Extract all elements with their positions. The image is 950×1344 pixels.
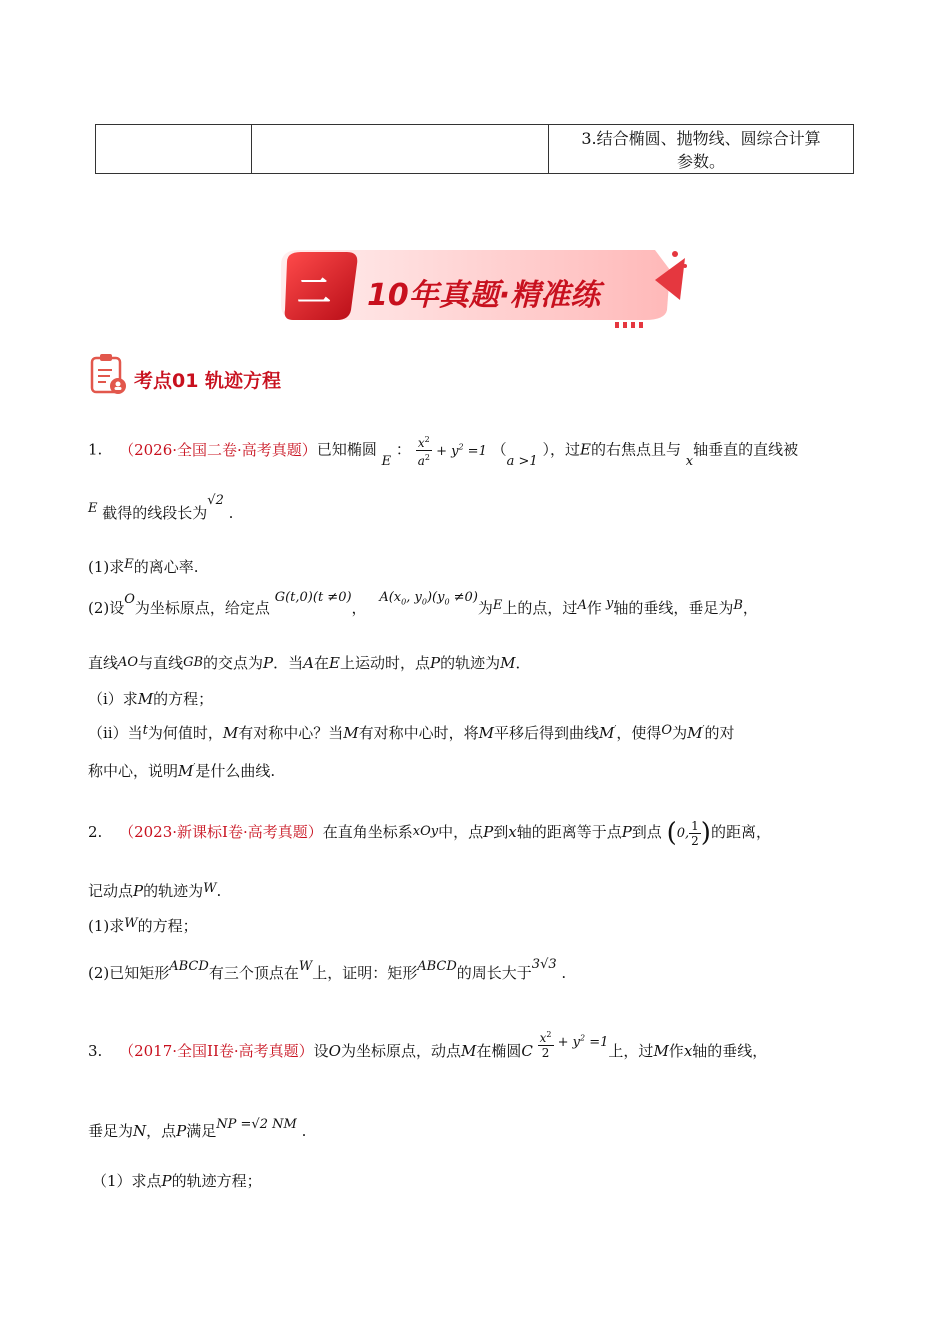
q3-text: 上，过 — [608, 1042, 654, 1060]
q1-text: 为何值时， — [147, 724, 223, 742]
q1-text: 为 — [477, 599, 493, 617]
q1-text: 是什么曲线. — [195, 762, 276, 780]
q1-text: ， — [351, 599, 367, 617]
cell-text: 3.结合椭圆、抛物线、圆综合计算 — [581, 129, 821, 148]
q3-part1: （1）求点P的轨迹方程； — [92, 1172, 262, 1190]
table-cell — [549, 127, 853, 173]
q1-text: (2)设 — [88, 599, 125, 617]
q1-text: . — [228, 504, 234, 522]
question-number: 3. — [88, 1042, 103, 1060]
q1-text: （ⅱ）当 — [88, 724, 143, 742]
q2-text: 上，证明：矩形 — [312, 964, 418, 982]
q2-text: 在直角坐标系 — [322, 823, 413, 841]
math-E: E — [381, 453, 392, 469]
q2-text: . — [216, 882, 222, 900]
q2-text: 中，点 — [438, 823, 484, 841]
q1-sub-ii: （ⅱ）当t为何值时，M有对称中心？当M有对称中心时，将M平移后得到曲线M′，使得O为M′的对 — [88, 723, 735, 742]
q1-text: 截得的线段长为 — [102, 504, 208, 522]
q1-sub-i: （ⅰ）求M的方程； — [88, 690, 214, 708]
q1-sub-ii-line2: 称中心，说明M′是什么曲线. — [88, 762, 276, 780]
q1-text: 的离心率. — [133, 558, 199, 576]
q2-text: 的轨迹为 — [143, 882, 204, 900]
q1-text: 有对称中心时，将 — [358, 724, 479, 742]
q2-text: (2)已知矩形 — [88, 964, 170, 982]
section-banner — [275, 240, 695, 330]
q1-text: ，使得 — [616, 724, 662, 742]
q3-text: 满足 — [186, 1122, 217, 1140]
q3-text: （1）求点 — [92, 1172, 162, 1190]
q1-text: （ⅰ）求 — [88, 690, 138, 708]
q2-text: 到 — [493, 823, 509, 841]
q2-text: (1)求 — [88, 917, 125, 935]
q2-text: 的方程； — [137, 917, 198, 935]
q3-text: 轴的垂线， — [692, 1042, 768, 1060]
q1-text: ： — [395, 440, 411, 459]
q1-text: 作 — [586, 599, 602, 617]
q3-line-1: 3. （2017·全国II卷·高考真题）设O为坐标原点，动点M在椭圆C $\frac{x^2}{2}$ + $y^2 =1$上，过M作x轴的垂线， — [88, 1030, 768, 1060]
q3-text: 垂足为 — [88, 1122, 134, 1140]
q1-text: 的轨迹为 — [440, 654, 501, 672]
q2-text: 的距离， — [710, 823, 771, 841]
q3-text: 作 — [668, 1042, 684, 1060]
q2-text: 轴的距离等于点 — [516, 823, 622, 841]
question-source: （2026·全国二卷·高考真题） — [119, 440, 317, 459]
q1-text: 的方程； — [153, 690, 214, 708]
q3-text: 为坐标原点，动点 — [340, 1042, 461, 1060]
q1-text: (1)求 — [88, 558, 125, 576]
q1-text: ， — [742, 599, 758, 617]
q2-text: 的周长大于 — [456, 964, 532, 982]
q1-text: 与直线 — [138, 654, 184, 672]
q3-text: ，点 — [146, 1122, 177, 1140]
q2-text: 有三个顶点在 — [208, 964, 299, 982]
q3-line-2: 垂足为N，点P满足NP =√2 NM . — [88, 1117, 307, 1140]
cell-text: 参数。 — [676, 152, 725, 171]
q1-text: ．当 — [273, 654, 304, 672]
q3-text: . — [301, 1122, 307, 1140]
question-source: （2017·全国II卷·高考真题） — [119, 1042, 314, 1060]
q1-text: 直线 — [88, 654, 119, 672]
q1-text: 轴的垂线，垂足为 — [613, 599, 734, 617]
section-heading — [88, 352, 282, 396]
q1-text: ． — [515, 654, 531, 672]
q1-part1: (1)求E的离心率. — [88, 557, 199, 576]
q3-text: 的轨迹方程； — [171, 1172, 262, 1190]
q1-text: 为 — [672, 724, 688, 742]
section-title: 考点01 轨迹方程 — [134, 370, 282, 392]
q1-line-2: E 截得的线段长为√2 . — [88, 493, 234, 522]
q1-text: （ — [491, 440, 507, 459]
q2-part1: (1)求W的方程； — [88, 916, 198, 935]
q1-text: ），过 — [542, 440, 580, 459]
q2-line-2: 记动点P的轨迹为W. — [88, 881, 222, 900]
question-number: 1. — [88, 440, 103, 459]
q1-text: 上运动时，点 — [339, 654, 430, 672]
question-source: （2023·新课标Ⅰ卷·高考真题） — [119, 823, 323, 841]
q1-part2: (2)设O为坐标原点，给定点 G(t,0)(t ≠0)， $A(x_0$, $y_0)(y_0 \ne 0)$为E上的点，过A作 y轴的垂线，垂足为B， — [88, 590, 758, 617]
banner-title: 10年真题·精准练 — [367, 278, 601, 313]
q1-text: 称中心，说明 — [88, 762, 179, 780]
ellipse-equation: $\frac{x^2}{a^2}$ — [417, 435, 430, 468]
q3-text: 设 — [313, 1042, 329, 1060]
q1-text: 轴垂直的直线被 — [693, 440, 799, 459]
clipboard-icon — [88, 352, 128, 396]
q3-text: 在椭圆 — [476, 1042, 522, 1060]
q1-text: 的交点为 — [203, 654, 264, 672]
q2-text: 记动点 — [88, 882, 134, 900]
math-condition: a >1 — [506, 453, 538, 469]
q1-text: 在 — [314, 654, 330, 672]
q1-text: 的右焦点且与 — [590, 440, 681, 459]
q1-text: 平移后得到曲线 — [493, 724, 599, 742]
banner-number: 二 — [297, 272, 331, 312]
q2-text: . — [561, 964, 567, 982]
q2-text: 到点 — [631, 823, 662, 841]
q1-text: 已知椭圆 — [316, 440, 377, 459]
q1-part2-line2: 直线AO与直线GB的交点为P．当A在E上运动时，点P的轨迹为M． — [88, 654, 531, 672]
q1-text: 为坐标原点，给定点 — [134, 599, 270, 617]
q1-text: 上的点，过 — [502, 599, 578, 617]
q1-line-1: 1. （2026·全国二卷·高考真题）已知椭圆 E ： $\frac{x^2}{a^2}$ + $y^2 =1$ （a >1 ），过E的右焦点且与 x轴垂直的直线被 — [88, 435, 799, 469]
q1-text: 有对称中心？当 — [238, 724, 344, 742]
q1-text: 的对 — [704, 724, 735, 742]
q2-line-1: 2. （2023·新课标Ⅰ卷·高考真题）在直角坐标系xOy中，点P到x轴的距离等于点P到点 (0, $\frac{1}{2}$ )的距离， — [88, 818, 771, 848]
table-fragment — [95, 124, 854, 174]
q2-part2: (2)已知矩形ABCD有三个顶点在W上，证明：矩形ABCD的周长大于3√3 . — [88, 957, 567, 982]
table-divider — [251, 125, 252, 173]
question-number: 2. — [88, 823, 103, 841]
